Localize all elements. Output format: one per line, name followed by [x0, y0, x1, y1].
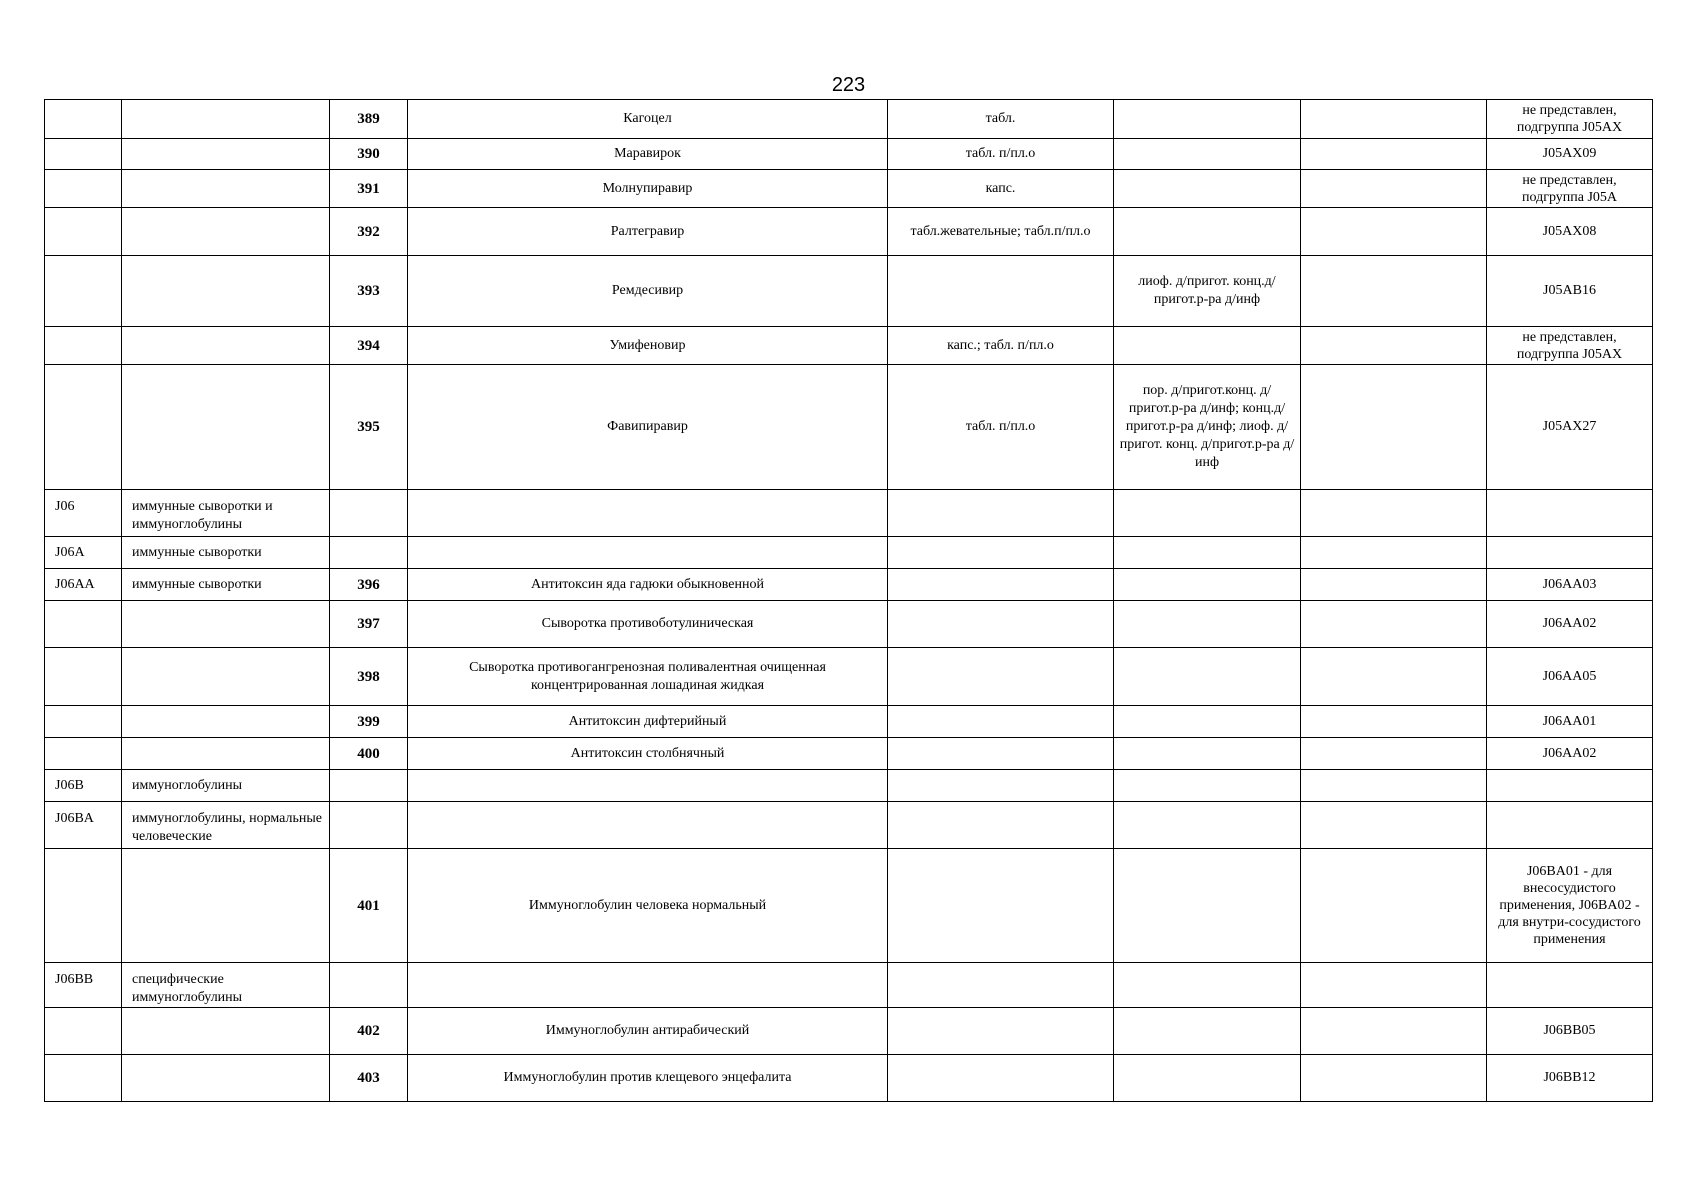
parenteral-form-cell: [1114, 569, 1301, 601]
parenteral-form-cell: [1114, 1008, 1301, 1055]
dosage-form-cell: табл. п/пл.о: [888, 139, 1114, 170]
item-number-cell: 397: [330, 601, 408, 648]
parenteral-form-cell: [1114, 327, 1301, 365]
atc-classification-cell: J06AA02: [1487, 601, 1653, 648]
drug-name-cell: Сыворотка противогангренозная поливалентная очищенная концентрированная лошадиная жидкая: [408, 648, 888, 706]
item-number-cell: [330, 490, 408, 537]
group-name-cell: [122, 1055, 330, 1102]
dosage-form-cell: капс.: [888, 170, 1114, 208]
parenteral-form-cell: [1114, 601, 1301, 648]
atc-code-cell: [45, 100, 122, 139]
parenteral-form-cell: [1114, 738, 1301, 770]
atc-code-cell: [45, 1055, 122, 1102]
dosage-form-cell: [888, 601, 1114, 648]
atc-classification-cell: [1487, 770, 1653, 802]
drug-table: [44, 99, 1653, 1102]
other-form-cell: [1301, 849, 1487, 963]
table-row: [45, 802, 1653, 849]
parenteral-form-cell: [1114, 802, 1301, 849]
table-row: [45, 1008, 1653, 1055]
item-number-cell: 393: [330, 256, 408, 327]
group-name-cell: иммунные сыворотки: [122, 569, 330, 601]
atc-code-cell: J06BA: [45, 802, 122, 849]
other-form-cell: [1301, 648, 1487, 706]
dosage-form-cell: [888, 648, 1114, 706]
atc-classification-cell: J06AA03: [1487, 569, 1653, 601]
drug-name-cell: Антитоксин дифтерийный: [408, 706, 888, 738]
table-row: [45, 208, 1653, 256]
atc-code-cell: J06: [45, 490, 122, 537]
table-body: [45, 100, 1653, 1102]
item-number-cell: 400: [330, 738, 408, 770]
group-name-cell: иммуноглобулины: [122, 770, 330, 802]
drug-name-cell: [408, 490, 888, 537]
atc-classification-cell: J06BB05: [1487, 1008, 1653, 1055]
other-form-cell: [1301, 706, 1487, 738]
group-name-cell: иммунные сыворотки и иммуноглобулины: [122, 490, 330, 537]
atc-code-cell: [45, 849, 122, 963]
table-row: [45, 170, 1653, 208]
drug-name-cell: Молнупиравир: [408, 170, 888, 208]
atc-code-cell: J06BB: [45, 963, 122, 1008]
dosage-form-cell: [888, 256, 1114, 327]
drug-name-cell: Маравирок: [408, 139, 888, 170]
atc-code-cell: [45, 170, 122, 208]
item-number-cell: 399: [330, 706, 408, 738]
drug-name-cell: [408, 770, 888, 802]
group-name-cell: иммуноглобулины, нормальные человеческие: [122, 802, 330, 849]
group-name-cell: [122, 256, 330, 327]
other-form-cell: [1301, 365, 1487, 490]
drug-name-cell: Антитоксин столбнячный: [408, 738, 888, 770]
dosage-form-cell: [888, 490, 1114, 537]
atc-classification-cell: не представлен, подгруппа J05AX: [1487, 327, 1653, 365]
table-row: [45, 1055, 1653, 1102]
parenteral-form-cell: [1114, 100, 1301, 139]
group-name-cell: иммунные сыворотки: [122, 537, 330, 569]
parenteral-form-cell: [1114, 706, 1301, 738]
group-name-cell: [122, 738, 330, 770]
atc-code-cell: [45, 706, 122, 738]
atc-code-cell: J06A: [45, 537, 122, 569]
item-number-cell: 394: [330, 327, 408, 365]
item-number-cell: 390: [330, 139, 408, 170]
item-number-cell: 395: [330, 365, 408, 490]
drug-name-cell: [408, 802, 888, 849]
table-row: [45, 648, 1653, 706]
page-number: 223: [831, 74, 866, 96]
atc-code-cell: [45, 601, 122, 648]
dosage-form-cell: [888, 1055, 1114, 1102]
drug-name-cell: Умифеновир: [408, 327, 888, 365]
table-row: [45, 100, 1653, 139]
item-number-cell: [330, 537, 408, 569]
drug-name-cell: Сыворотка противоботулиническая: [408, 601, 888, 648]
item-number-cell: [330, 802, 408, 849]
atc-code-cell: [45, 327, 122, 365]
atc-code-cell: J06AA: [45, 569, 122, 601]
group-name-cell: [122, 365, 330, 490]
parenteral-form-cell: [1114, 770, 1301, 802]
drug-name-cell: Иммуноглобулин человека нормальный: [408, 849, 888, 963]
table-row: [45, 738, 1653, 770]
drug-name-cell: Фавипиравир: [408, 365, 888, 490]
atc-classification-cell: [1487, 537, 1653, 569]
item-number-cell: 398: [330, 648, 408, 706]
atc-classification-cell: не представлен, подгруппа J05AX: [1487, 100, 1653, 139]
drug-name-cell: Антитоксин яда гадюки обыкновенной: [408, 569, 888, 601]
drug-name-cell: [408, 963, 888, 1008]
item-number-cell: [330, 770, 408, 802]
atc-classification-cell: J05AX27: [1487, 365, 1653, 490]
parenteral-form-cell: лиоф. д/пригот. конц.д/пригот.р-ра д/инф: [1114, 256, 1301, 327]
group-name-cell: [122, 208, 330, 256]
atc-classification-cell: J06BB12: [1487, 1055, 1653, 1102]
drug-name-cell: Кагоцел: [408, 100, 888, 139]
group-name-cell: [122, 327, 330, 365]
other-form-cell: [1301, 490, 1487, 537]
table-row: [45, 537, 1653, 569]
atc-code-cell: [45, 738, 122, 770]
other-form-cell: [1301, 770, 1487, 802]
drug-name-cell: Иммуноглобулин антирабический: [408, 1008, 888, 1055]
dosage-form-cell: [888, 963, 1114, 1008]
table-row: [45, 327, 1653, 365]
parenteral-form-cell: пор. д/пригот.конц. д/пригот.р-ра д/инф; конц.д/пригот.р-ра д/инф; лиоф. д/пригот. конц. д/пригот.р-ра д/инф: [1114, 365, 1301, 490]
parenteral-form-cell: [1114, 648, 1301, 706]
atc-classification-cell: [1487, 963, 1653, 1008]
dosage-form-cell: [888, 537, 1114, 569]
other-form-cell: [1301, 802, 1487, 849]
other-form-cell: [1301, 100, 1487, 139]
table-row: [45, 256, 1653, 327]
table-row: [45, 770, 1653, 802]
table-row: [45, 706, 1653, 738]
atc-code-cell: [45, 208, 122, 256]
atc-code-cell: [45, 139, 122, 170]
dosage-form-cell: [888, 569, 1114, 601]
group-name-cell: [122, 706, 330, 738]
atc-classification-cell: J06AA02: [1487, 738, 1653, 770]
drug-name-cell: Ремдесивир: [408, 256, 888, 327]
group-name-cell: [122, 601, 330, 648]
atc-classification-cell: J06BA01 - для внесосудистого применения, J06BA02 - для внутри-сосудистого применения: [1487, 849, 1653, 963]
drug-name-cell: Ралтегравир: [408, 208, 888, 256]
atc-classification-cell: J06AA01: [1487, 706, 1653, 738]
atc-code-cell: J06B: [45, 770, 122, 802]
drug-name-cell: Иммуноглобулин против клещевого энцефалита: [408, 1055, 888, 1102]
item-number-cell: 401: [330, 849, 408, 963]
dosage-form-cell: [888, 802, 1114, 849]
dosage-form-cell: табл. п/пл.о: [888, 365, 1114, 490]
group-name-cell: [122, 170, 330, 208]
dosage-form-cell: [888, 706, 1114, 738]
dosage-form-cell: табл.: [888, 100, 1114, 139]
group-name-cell: [122, 1008, 330, 1055]
atc-code-cell: [45, 1008, 122, 1055]
dosage-form-cell: табл.жевательные; табл.п/пл.о: [888, 208, 1114, 256]
parenteral-form-cell: [1114, 537, 1301, 569]
item-number-cell: 391: [330, 170, 408, 208]
parenteral-form-cell: [1114, 1055, 1301, 1102]
table-row: [45, 490, 1653, 537]
table-row: [45, 569, 1653, 601]
atc-classification-cell: J05AX09: [1487, 139, 1653, 170]
drug-name-cell: [408, 537, 888, 569]
atc-classification-cell: J05AX08: [1487, 208, 1653, 256]
group-name-cell: специфические иммуноглобулины: [122, 963, 330, 1008]
group-name-cell: [122, 849, 330, 963]
item-number-cell: 392: [330, 208, 408, 256]
parenteral-form-cell: [1114, 849, 1301, 963]
item-number-cell: 389: [330, 100, 408, 139]
other-form-cell: [1301, 208, 1487, 256]
dosage-form-cell: [888, 1008, 1114, 1055]
other-form-cell: [1301, 537, 1487, 569]
other-form-cell: [1301, 139, 1487, 170]
other-form-cell: [1301, 963, 1487, 1008]
other-form-cell: [1301, 601, 1487, 648]
group-name-cell: [122, 648, 330, 706]
other-form-cell: [1301, 1055, 1487, 1102]
item-number-cell: 403: [330, 1055, 408, 1102]
atc-classification-cell: J06AA05: [1487, 648, 1653, 706]
other-form-cell: [1301, 256, 1487, 327]
item-number-cell: [330, 963, 408, 1008]
item-number-cell: 402: [330, 1008, 408, 1055]
table-row: [45, 849, 1653, 963]
parenteral-form-cell: [1114, 208, 1301, 256]
table-row: [45, 963, 1653, 1008]
dosage-form-cell: [888, 770, 1114, 802]
parenteral-form-cell: [1114, 139, 1301, 170]
table-row: [45, 601, 1653, 648]
item-number-cell: 396: [330, 569, 408, 601]
atc-code-cell: [45, 256, 122, 327]
other-form-cell: [1301, 1008, 1487, 1055]
other-form-cell: [1301, 170, 1487, 208]
atc-classification-cell: не представлен, подгруппа J05A: [1487, 170, 1653, 208]
other-form-cell: [1301, 569, 1487, 601]
table-row: [45, 139, 1653, 170]
parenteral-form-cell: [1114, 490, 1301, 537]
dosage-form-cell: капс.; табл. п/пл.о: [888, 327, 1114, 365]
group-name-cell: [122, 139, 330, 170]
table-row: [45, 365, 1653, 490]
parenteral-form-cell: [1114, 963, 1301, 1008]
atc-classification-cell: J05AB16: [1487, 256, 1653, 327]
dosage-form-cell: [888, 738, 1114, 770]
atc-code-cell: [45, 365, 122, 490]
atc-classification-cell: [1487, 490, 1653, 537]
parenteral-form-cell: [1114, 170, 1301, 208]
atc-code-cell: [45, 648, 122, 706]
other-form-cell: [1301, 327, 1487, 365]
dosage-form-cell: [888, 849, 1114, 963]
other-form-cell: [1301, 738, 1487, 770]
atc-classification-cell: [1487, 802, 1653, 849]
group-name-cell: [122, 100, 330, 139]
